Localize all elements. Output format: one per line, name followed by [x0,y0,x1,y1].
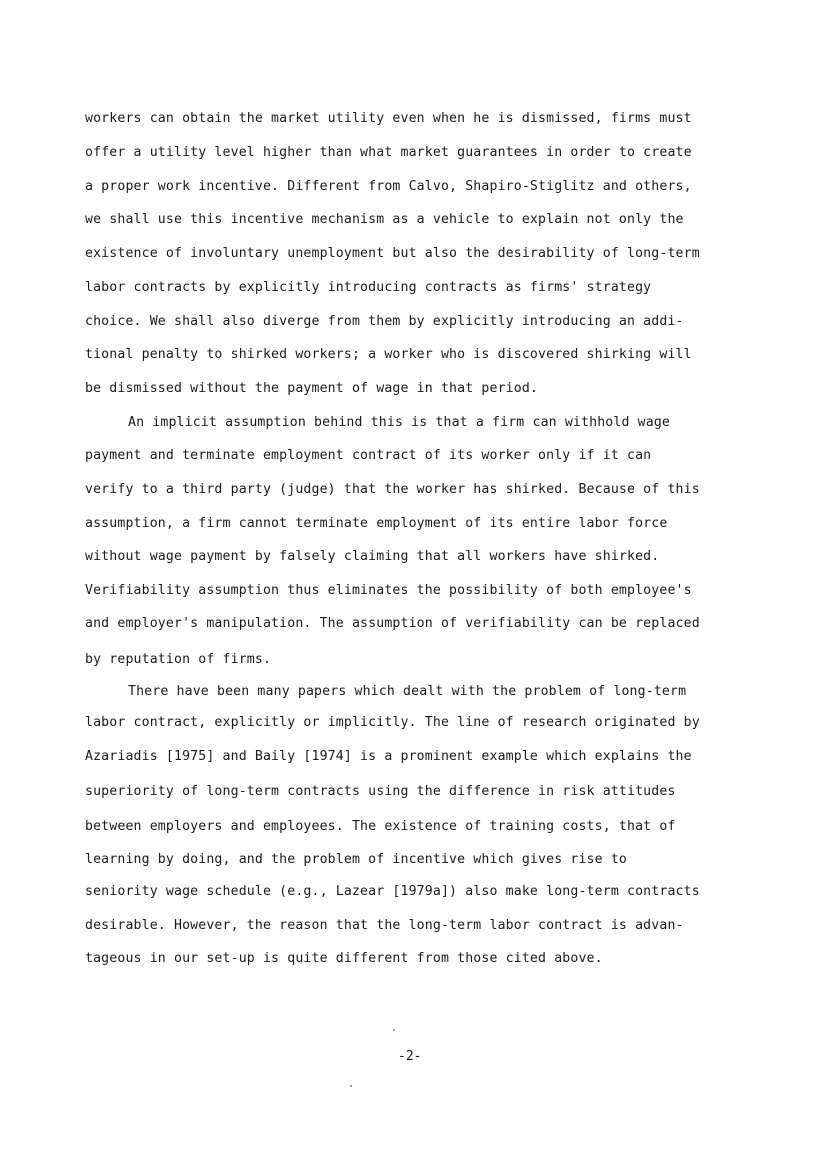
text-line: by reputation of firms. [85,652,272,667]
scan-speck [350,1085,352,1087]
text-line: verify to a third party (judge) that the worker has shirked. Because of this [85,482,700,497]
text-line: labor contract, explicitly or implicitly. The line of research originated by [85,715,700,730]
text-line: choice. We shall also diverge from them by explicitly introducing an addi- [85,314,684,329]
text-line: payment and terminate employment contract of its worker only if it can [85,448,652,463]
text-line: Azariadis [1975] and Baily [1974] is a prominent example which explains the [85,749,692,764]
text-line: existence of involuntary unemployment but also the desirability of long-term [85,246,700,261]
page-number: -2- [398,1049,422,1064]
text-line: Verifiability assumption thus eliminates the possibility of both employee's [85,583,692,598]
text-line: superiority of long-term contracts using the difference in risk attitudes [85,784,676,799]
text-line: without wage payment by falsely claiming that all workers have shirked. [85,549,660,564]
text-line: labor contracts by explicitly introducing contracts as firms' strategy [85,280,652,295]
scan-speck [393,1029,395,1031]
text-line: and employer's manipulation. The assumption of verifiability can be replaced [85,616,700,631]
text-line: An implicit assumption behind this is that a firm can withhold wage [128,415,670,430]
text-line: tageous in our set-up is quite different from those cited above. [85,951,603,966]
text-line: seniority wage schedule (e.g., Lazear [1979a]) also make long-term contracts [85,884,700,899]
text-line: a proper work incentive. Different from Calvo, Shapiro-Stiglitz and others, [85,179,692,194]
text-line: offer a utility level higher than what market guarantees in order to create [85,145,692,160]
text-line: desirable. However, the reason that the long-term labor contract is advan- [85,918,684,933]
text-line: assumption, a firm cannot terminate employment of its entire labor force [85,516,668,531]
text-line: tional penalty to shirked workers; a worker who is discovered shirking will [85,347,692,362]
text-line: between employers and employees. The existence of training costs, that of [85,819,676,834]
text-line: learning by doing, and the problem of incentive which gives rise to [85,852,627,867]
text-line: There have been many papers which dealt with the problem of long-term [128,684,687,699]
text-line: workers can obtain the market utility even when he is dismissed, firms must [85,111,692,126]
text-line: be dismissed without the payment of wage in that period. [85,381,539,396]
text-line: we shall use this incentive mechanism as a vehicle to explain not only the [85,212,684,227]
